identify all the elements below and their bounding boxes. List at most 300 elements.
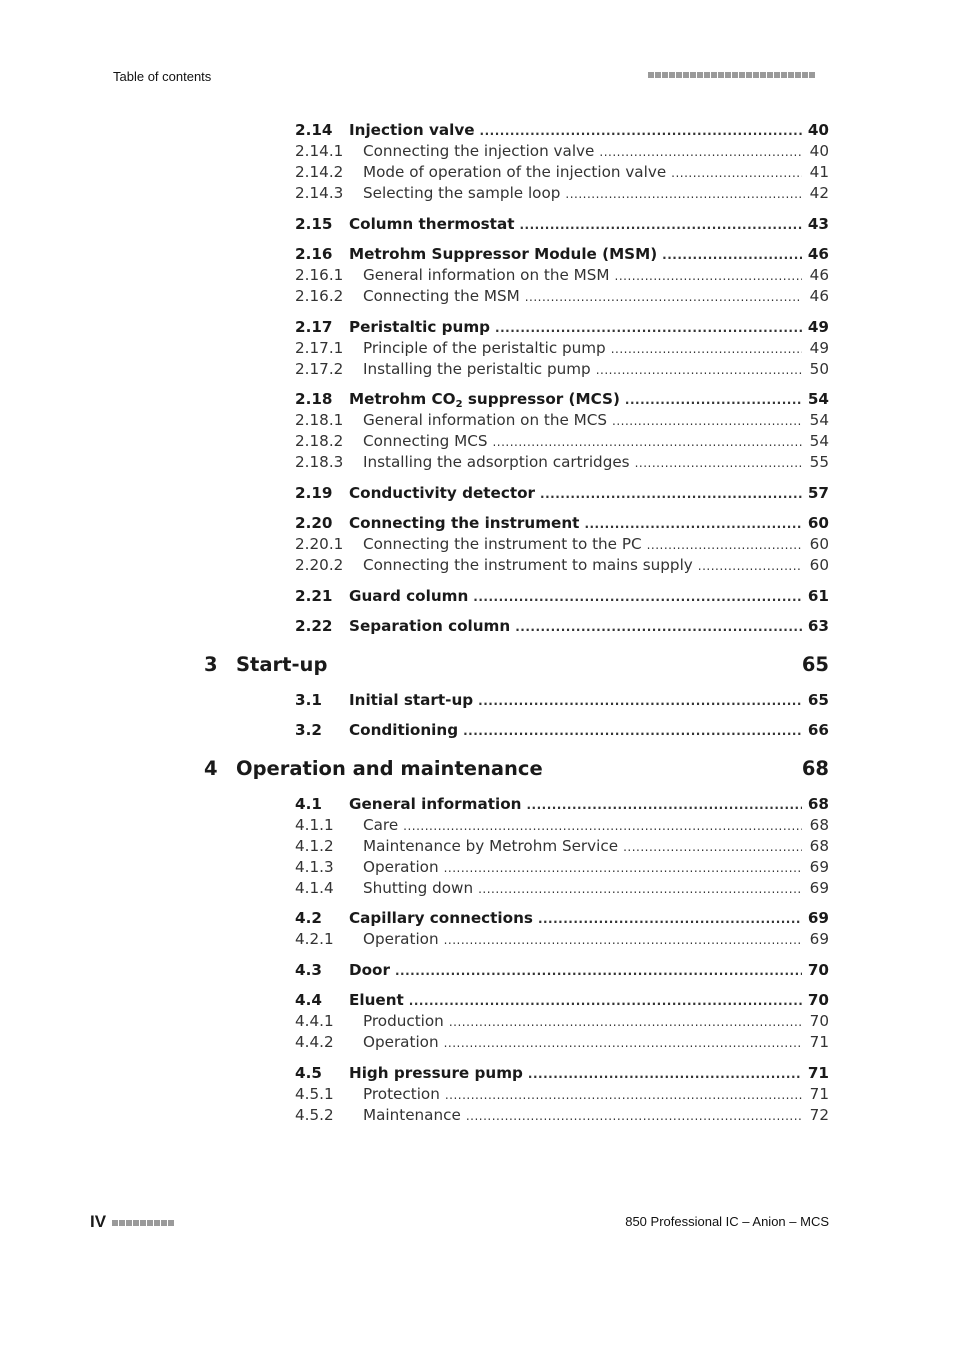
toc-entry-title-subscript: 2: [455, 399, 463, 410]
toc-entry-title: [349, 690, 478, 711]
dot-leader: [515, 617, 802, 638]
marker-square: [774, 72, 780, 78]
toc-entry-number: 2.20.1: [295, 535, 344, 553]
toc-entry-page: 71: [809, 1084, 829, 1103]
toc-entry-title-text: Selecting the sample loop: [363, 184, 561, 202]
toc-entry-page: 54: [809, 432, 829, 450]
marker-square: [690, 72, 696, 78]
toc-entry-title-wrap: [363, 452, 802, 474]
toc-entry-number: 2.20: [295, 514, 333, 532]
toc-entry-page: 60: [809, 556, 829, 574]
dot-leader: [540, 484, 802, 505]
toc-subsection[interactable]: [0, 162, 954, 183]
toc-entry-title: [363, 857, 444, 878]
dot-leader: [662, 245, 802, 266]
toc-entry-title-wrap: [236, 753, 829, 784]
toc-subsection[interactable]: [0, 1032, 954, 1053]
toc-entry-title-text: Connecting the instrument to mains supply: [363, 556, 693, 574]
toc-entry-title: [363, 452, 635, 473]
toc-entry-page: 49: [807, 317, 829, 336]
toc-entry-title-text: Column thermostat: [349, 214, 515, 233]
toc-section[interactable]: [0, 214, 954, 235]
footer-product-name: 850 Professional IC – Anion – MCS: [625, 1214, 829, 1229]
toc-entry-title: [363, 265, 615, 286]
toc-entry-number: 2.22: [295, 617, 333, 635]
toc-entry-page: 70: [809, 1012, 829, 1030]
toc-entry-title-text: Connecting the MSM: [363, 287, 520, 305]
toc-section[interactable]: [0, 1063, 954, 1084]
toc-entry-title: [349, 317, 495, 338]
footer-marker-bar: [112, 1220, 174, 1226]
toc-entry-title-text: Start-up: [236, 653, 328, 676]
marker-square: [676, 72, 682, 78]
toc-chapter[interactable]: [0, 649, 954, 680]
dot-leader: [519, 215, 802, 236]
toc-entry-page: 68: [809, 836, 829, 855]
dot-leader: [635, 453, 802, 474]
toc-entry-title-text: Protection: [363, 1084, 440, 1103]
toc-entry-page: 42: [809, 184, 829, 202]
toc-entry-page: 43: [807, 214, 829, 233]
toc-entry-title: [349, 586, 473, 607]
toc-entry-page: 66: [807, 721, 829, 739]
toc-section[interactable]: [0, 389, 954, 410]
dot-leader: [615, 266, 802, 287]
toc-entry-title: [349, 389, 625, 410]
toc-subsection[interactable]: [0, 929, 954, 950]
toc-entry-number: 2.14.3: [295, 184, 344, 202]
toc-subsection[interactable]: [0, 836, 954, 857]
toc-subsection[interactable]: [0, 286, 954, 307]
toc-subsection[interactable]: [0, 338, 954, 359]
toc-entry-number: 2.14: [295, 121, 333, 139]
dot-leader: [445, 1085, 802, 1106]
toc-entry-number: 4.1: [295, 794, 322, 813]
toc-entry-title-text: Conditioning: [349, 721, 459, 739]
toc-entry-page: 68: [807, 794, 829, 813]
toc-section[interactable]: [0, 586, 954, 607]
dot-leader: [565, 184, 802, 205]
toc-subsection[interactable]: [0, 857, 954, 878]
dot-leader: [466, 1106, 802, 1127]
header-marker-bar: [648, 72, 815, 78]
toc-entry-title: [363, 555, 698, 576]
toc-entry-title-text: Care: [363, 815, 399, 834]
toc-entry-title-text: Operation: [363, 1033, 439, 1051]
marker-square: [732, 72, 738, 78]
toc-entry-number: 3: [204, 653, 218, 676]
marker-square: [809, 72, 815, 78]
toc-section[interactable]: [0, 513, 954, 534]
toc-section[interactable]: [0, 794, 954, 815]
toc-subsection[interactable]: [0, 141, 954, 162]
toc-entry-title: [363, 359, 596, 380]
toc-entry-title: [349, 960, 395, 981]
toc-entry-title-text: Guard column: [349, 586, 469, 605]
toc-subsection[interactable]: [0, 1084, 954, 1105]
dot-leader: [444, 930, 802, 951]
toc-entry-title-wrap: [349, 389, 802, 411]
toc-entry-page: 72: [809, 1105, 829, 1124]
marker-square: [767, 72, 773, 78]
toc-entry-page: 61: [807, 586, 829, 605]
marker-square: [648, 72, 654, 78]
dot-leader: [444, 1033, 802, 1054]
dot-leader: [625, 390, 802, 411]
toc-entry-number: 4.5: [295, 1063, 322, 1082]
toc-entry-title-text: Connecting the instrument: [349, 514, 580, 532]
toc-entry-title: [363, 286, 525, 307]
toc-entry-title-text: Conductivity detector: [349, 483, 536, 502]
toc-entry-title-wrap: [363, 183, 802, 205]
toc-entry-number: 3.1: [295, 690, 322, 709]
toc-entry-title: [363, 836, 623, 857]
toc-entry-title-wrap: [363, 286, 802, 308]
toc-entry-title: [363, 1084, 445, 1105]
toc-entry-title: [236, 649, 332, 680]
toc-subsection[interactable]: [0, 359, 954, 380]
toc-entry-title: [363, 338, 611, 359]
toc-entry-page: 69: [809, 857, 829, 876]
toc-entry-page: 69: [809, 878, 829, 897]
dot-leader: [463, 721, 802, 742]
toc-section[interactable]: [0, 244, 954, 265]
toc-entry-title-text: Production: [363, 1012, 444, 1030]
toc-entry-title-text: Installing the adsorption cartridges: [363, 453, 630, 471]
toc-subsection[interactable]: [0, 815, 954, 836]
dot-leader: [478, 691, 802, 712]
toc-entry-page: 60: [807, 514, 829, 532]
toc-entry-number: 2.18.1: [295, 411, 344, 429]
toc-entry-title-rest: suppressor (MCS): [462, 390, 620, 408]
toc-entry-title-text: Maintenance by Metrohm Service: [363, 836, 619, 855]
toc-entry-title-wrap: [363, 162, 802, 184]
toc-entry-title-wrap: [363, 359, 802, 381]
toc-entry-page: 68: [801, 757, 829, 780]
toc-entry-number: 2.20.2: [295, 556, 344, 574]
dot-leader: [584, 514, 802, 535]
toc-entry-number: 4.4: [295, 991, 322, 1009]
toc-entry-page: 65: [807, 690, 829, 709]
toc-entry-title-text: Connecting the injection valve: [363, 142, 595, 160]
dot-leader: [526, 795, 802, 816]
toc-entry-title-text: Operation: [363, 930, 439, 948]
marker-square: [154, 1220, 160, 1226]
toc-entry-number: 4.2.1: [295, 930, 334, 948]
toc-entry-title-wrap: [363, 410, 802, 432]
toc-subsection[interactable]: [0, 452, 954, 473]
toc-entry-number: 3.2: [295, 721, 322, 739]
toc-entry-page: 70: [807, 991, 829, 1009]
toc-subsection[interactable]: [0, 1105, 954, 1126]
toc-entry-title: [363, 1105, 466, 1126]
toc-entry-number: 4.1.3: [295, 857, 334, 876]
toc-entry-title-text: Door: [349, 960, 390, 979]
marker-square: [669, 72, 675, 78]
toc-entry-title-wrap: [349, 120, 802, 142]
toc-entry-title-wrap: [349, 616, 802, 638]
toc-entry-title-text: Initial start-up: [349, 690, 474, 709]
marker-square: [753, 72, 759, 78]
toc-entry-number: 4.1.2: [295, 836, 334, 855]
toc-entry-page: 41: [809, 163, 829, 181]
toc-entry-number: 2.16.1: [295, 266, 344, 284]
toc-entry-page: 46: [807, 245, 829, 263]
dot-leader: [473, 587, 802, 608]
toc-section[interactable]: [0, 690, 954, 711]
toc-entry-title-wrap: [236, 649, 829, 680]
dot-leader: [599, 142, 802, 163]
toc-entry-title-text: General information on the MCS: [363, 411, 608, 429]
toc-subsection[interactable]: [0, 878, 954, 899]
toc-subsection[interactable]: [0, 534, 954, 555]
toc-entry-title-wrap: [363, 431, 802, 453]
toc-entry-title: [363, 141, 599, 162]
toc-entry-title: [236, 753, 548, 784]
toc-entry-page: 69: [807, 909, 829, 927]
toc-entry-title-wrap: [349, 990, 802, 1012]
toc-entry-number: 2.14.2: [295, 163, 344, 181]
toc-entry-title-wrap: [349, 720, 802, 742]
marker-square: [126, 1220, 132, 1226]
toc-entry-number: 4: [204, 757, 218, 780]
dot-leader: [623, 837, 802, 858]
marker-square: [168, 1220, 174, 1226]
toc-entry-title-wrap: [363, 929, 802, 951]
toc-entry-page: 46: [809, 266, 829, 284]
toc-entry-title: [363, 815, 403, 836]
toc-section[interactable]: [0, 317, 954, 338]
toc-entry-number: 2.16: [295, 245, 333, 263]
toc-entry-title: [349, 214, 519, 235]
toc-entry-title-wrap: [349, 908, 802, 930]
toc-entry-number: 2.18.2: [295, 432, 344, 450]
toc-entry-page: 68: [809, 815, 829, 834]
toc-entry-page: 71: [809, 1033, 829, 1051]
toc-section[interactable]: [0, 960, 954, 981]
toc-entry-title-text: Shutting down: [363, 878, 474, 897]
toc-entry-title-text: Installing the peristaltic pump: [363, 359, 591, 378]
marker-square: [746, 72, 752, 78]
marker-square: [140, 1220, 146, 1226]
dot-leader: [395, 961, 802, 982]
toc-entry-page: 63: [807, 617, 829, 635]
marker-square: [662, 72, 668, 78]
marker-square: [147, 1220, 153, 1226]
marker-square: [119, 1220, 125, 1226]
toc-entry-title-text: Separation column: [349, 617, 511, 635]
marker-square: [133, 1220, 139, 1226]
toc-entry-number: 4.1.4: [295, 878, 334, 897]
toc-entry-title: [349, 244, 662, 265]
toc-entry-title-wrap: [363, 1032, 802, 1054]
toc-entry-title-text: Connecting MCS: [363, 432, 488, 450]
toc-entry-number: 2.17.1: [295, 338, 344, 357]
toc-entry-number: 4.2: [295, 909, 322, 927]
toc-entry-number: 4.4.1: [295, 1012, 334, 1030]
toc-entry-title-text: Operation: [363, 857, 439, 876]
toc-entry-title-wrap: [363, 1105, 802, 1127]
toc-entry-title-text: General information on the MSM: [363, 266, 610, 284]
dot-leader: [478, 879, 802, 900]
toc-entry-title-wrap: [363, 534, 802, 556]
toc-entry-title-wrap: [349, 1063, 802, 1085]
marker-square: [739, 72, 745, 78]
toc-entry-title-text: Injection valve: [349, 121, 475, 139]
toc-entry-number: 4.5.1: [295, 1084, 334, 1103]
dot-leader: [444, 858, 802, 879]
toc-entry-title: [349, 720, 463, 741]
toc-entry-title-wrap: [349, 513, 802, 535]
toc-entry-title-wrap: [363, 1084, 802, 1106]
toc-entry-title-wrap: [349, 483, 802, 505]
toc-entry-title-wrap: [349, 317, 802, 339]
dot-leader: [671, 163, 802, 184]
toc-entry-title-text: Metrohm Suppressor Module (MSM): [349, 245, 658, 263]
toc-entry-title-wrap: [349, 586, 802, 608]
toc-entry-title-wrap: [363, 836, 802, 858]
toc-entry-title: [349, 794, 526, 815]
toc-section[interactable]: [0, 616, 954, 637]
toc-entry-title-wrap: [363, 141, 802, 163]
toc-entry-title: [349, 513, 584, 534]
toc-entry-page: 46: [809, 287, 829, 305]
dot-leader: [480, 121, 802, 142]
marker-square: [718, 72, 724, 78]
toc-subsection[interactable]: [0, 410, 954, 431]
toc-entry-title-text: Connecting the instrument to the PC: [363, 535, 642, 553]
marker-square: [697, 72, 703, 78]
toc-entry-number: 4.3: [295, 960, 322, 979]
marker-square: [112, 1220, 118, 1226]
toc-entry-page: 54: [809, 411, 829, 429]
toc-entry-number: 2.21: [295, 586, 333, 605]
toc-entry-title-text: Operation and maintenance: [236, 757, 543, 780]
dot-leader: [528, 1064, 802, 1085]
toc-entry-title-wrap: [363, 338, 802, 360]
toc-entry-number: 4.5.2: [295, 1105, 334, 1124]
toc-entry-page: 40: [809, 142, 829, 160]
toc-entry-title: [349, 990, 409, 1011]
toc-entry-page: 49: [809, 338, 829, 357]
toc-entry-page: 70: [807, 960, 829, 979]
toc-section[interactable]: [0, 120, 954, 141]
toc-entry-title: [363, 410, 612, 431]
toc-section[interactable]: [0, 908, 954, 929]
table-of-contents: [0, 120, 954, 1126]
dot-leader: [449, 1012, 802, 1033]
toc-subsection[interactable]: [0, 431, 954, 452]
toc-entry-title-text: General information: [349, 794, 522, 813]
toc-entry-number: 2.17.2: [295, 359, 344, 378]
toc-subsection[interactable]: [0, 555, 954, 576]
page-number: IV: [90, 1212, 107, 1231]
toc-entry-title-text: Metrohm CO: [349, 390, 456, 408]
toc-entry-title-wrap: [349, 214, 802, 236]
marker-square: [655, 72, 661, 78]
toc-entry-title-text: High pressure pump: [349, 1063, 523, 1082]
toc-entry-page: 69: [809, 930, 829, 948]
toc-entry-number: 4.4.2: [295, 1033, 334, 1051]
toc-subsection[interactable]: [0, 265, 954, 286]
dot-leader: [611, 339, 802, 360]
toc-entry-number: 2.17: [295, 317, 333, 336]
toc-entry-page: 57: [807, 483, 829, 502]
toc-entry-title-wrap: [363, 1011, 802, 1033]
toc-entry-page: 55: [809, 453, 829, 471]
marker-square: [781, 72, 787, 78]
running-header-title: Table of contents: [113, 69, 212, 84]
toc-entry-title: [363, 878, 478, 899]
toc-entry-page: 40: [807, 121, 829, 139]
dot-leader: [409, 991, 802, 1012]
marker-square: [161, 1220, 167, 1226]
dot-leader: [495, 318, 802, 339]
toc-subsection[interactable]: [0, 183, 954, 204]
toc-entry-title-wrap: [349, 794, 802, 816]
marker-square: [704, 72, 710, 78]
toc-entry-title: [349, 908, 538, 929]
toc-entry-page: 65: [801, 653, 829, 676]
dot-leader: [647, 535, 802, 556]
dot-leader: [596, 360, 802, 381]
dot-leader: [612, 411, 802, 432]
toc-entry-page: 50: [809, 359, 829, 378]
marker-square: [711, 72, 717, 78]
dot-leader: [403, 816, 802, 837]
toc-entry-title: [363, 162, 671, 183]
toc-entry-number: 2.18.3: [295, 453, 344, 471]
toc-entry-title: [349, 483, 540, 504]
toc-entry-title-wrap: [363, 857, 802, 879]
toc-entry-title-text: Maintenance: [363, 1105, 461, 1124]
toc-chapter[interactable]: [0, 753, 954, 784]
toc-subsection[interactable]: [0, 1011, 954, 1032]
toc-entry-number: 4.1.1: [295, 815, 334, 834]
toc-entry-title: [363, 534, 647, 555]
toc-section[interactable]: [0, 720, 954, 741]
marker-square: [802, 72, 808, 78]
marker-square: [795, 72, 801, 78]
footer-page-marker: [90, 1212, 174, 1232]
toc-entry-title: [363, 1032, 444, 1053]
marker-square: [760, 72, 766, 78]
toc-entry-page: 71: [807, 1063, 829, 1082]
toc-entry-number: 2.18: [295, 390, 333, 408]
toc-entry-title-wrap: [349, 960, 802, 982]
toc-entry-page: 54: [807, 390, 829, 408]
toc-entry-title: [363, 929, 444, 950]
toc-entry-number: 2.14.1: [295, 142, 344, 160]
toc-entry-title-wrap: [363, 265, 802, 287]
toc-entry-number: 2.16.2: [295, 287, 344, 305]
toc-entry-title-wrap: [363, 878, 802, 900]
toc-entry-title-text: Principle of the peristaltic pump: [363, 338, 606, 357]
toc-entry-title-wrap: [363, 815, 802, 837]
marker-square: [683, 72, 689, 78]
toc-entry-number: 2.15: [295, 214, 333, 233]
toc-entry-title-text: Mode of operation of the injection valve: [363, 163, 667, 181]
dot-leader: [492, 432, 802, 453]
toc-entry-title-text: Capillary connections: [349, 909, 533, 927]
toc-section[interactable]: [0, 483, 954, 504]
dot-leader: [525, 287, 802, 308]
marker-square: [725, 72, 731, 78]
dot-leader: [698, 556, 802, 577]
marker-square: [788, 72, 794, 78]
toc-section[interactable]: [0, 990, 954, 1011]
toc-entry-number: 2.19: [295, 483, 333, 502]
